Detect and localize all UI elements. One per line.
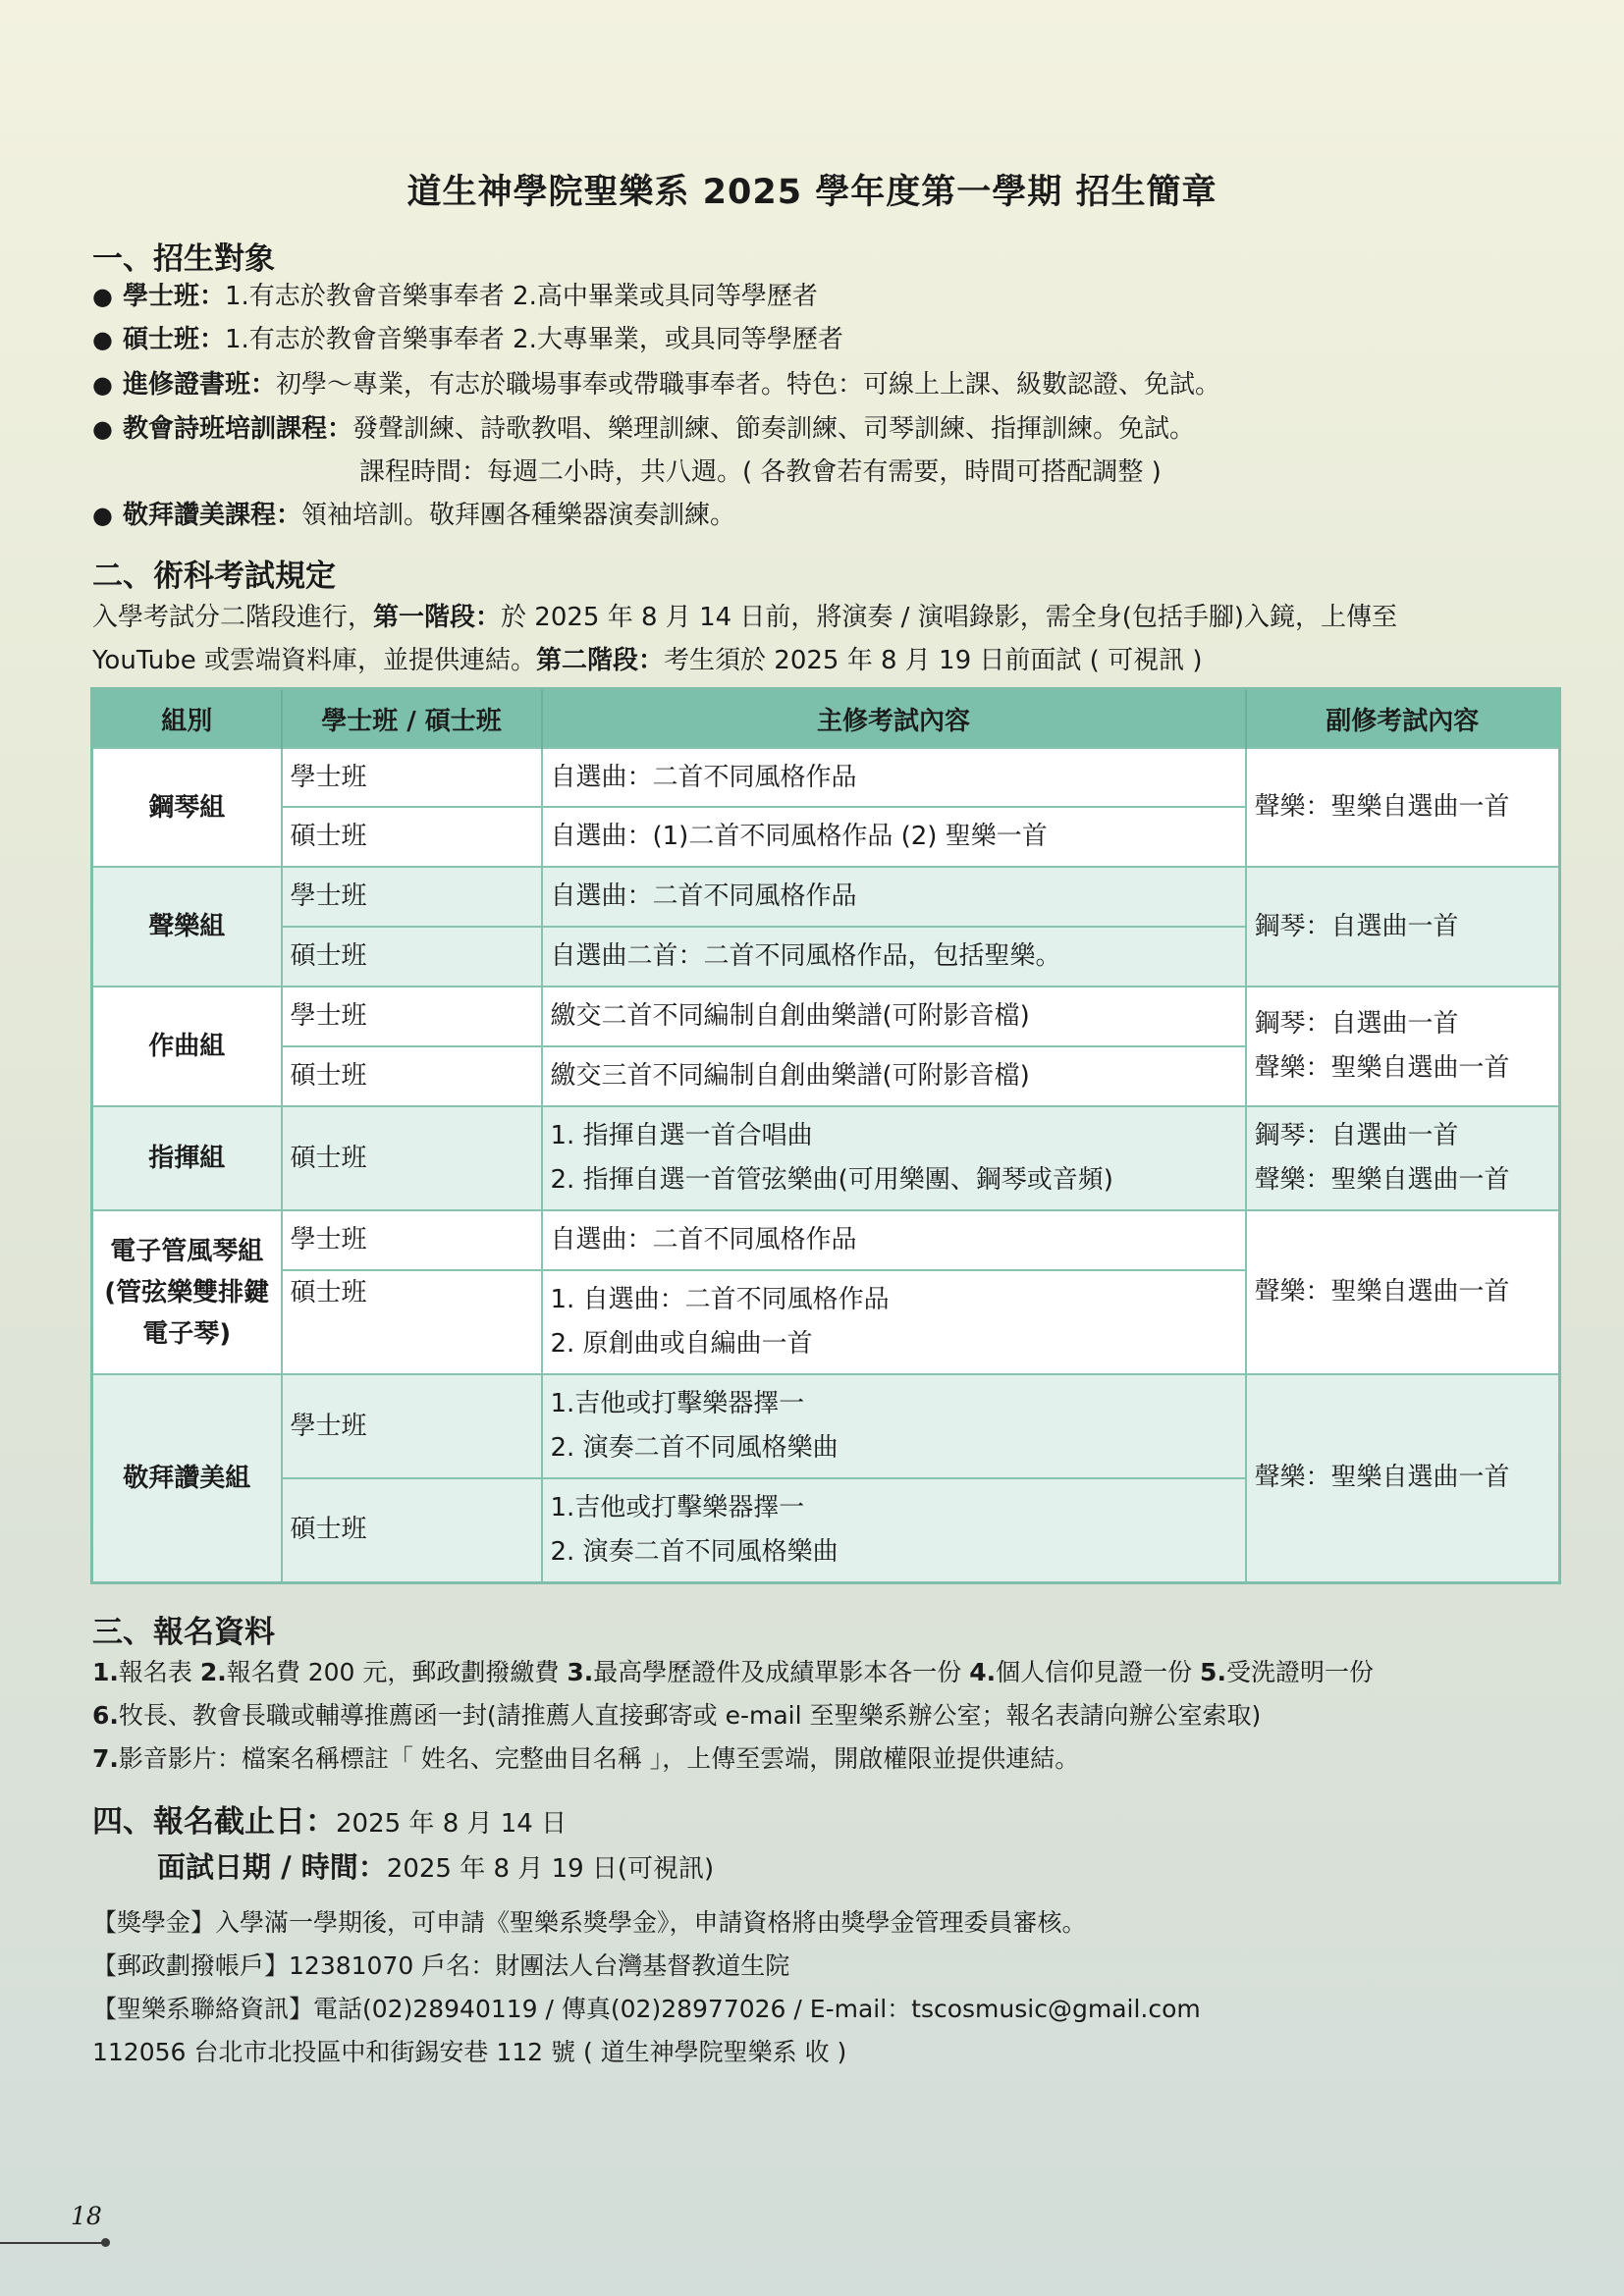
- section2-heading: 二、術科考試規定: [92, 559, 336, 594]
- level-cell: 碩士班: [282, 807, 542, 867]
- level-cell: 學士班: [282, 748, 542, 807]
- item-number: 6.: [92, 1701, 119, 1730]
- major-line: 2. 原創曲或自編曲一首: [550, 1329, 813, 1359]
- item-label: 教會詩班培訓課程：: [122, 414, 352, 444]
- item-number: 1.: [92, 1658, 119, 1686]
- group-cell: [92, 1210, 282, 1374]
- major-cell: [542, 1374, 1246, 1478]
- major-line: 1.吉他或打擊樂器擇一: [550, 1389, 805, 1418]
- major-line: 1.吉他或打擊樂器擇一: [550, 1492, 805, 1522]
- list-item: [92, 277, 818, 316]
- requirements-line-1: [92, 1653, 1374, 1692]
- column-header: 學士班 / 碩士班: [282, 689, 542, 749]
- item-text: 初學～專業，有志於職場事奉或帶職事奉者。特色：可線上上課、級數認證、免試。: [275, 370, 1220, 400]
- level-cell: 碩士班: [282, 1046, 542, 1106]
- group-line: 電子琴): [142, 1318, 232, 1349]
- minor-line: 聲樂：聖樂自選曲一首: [1254, 1165, 1510, 1195]
- bullet-icon: ●: [92, 415, 113, 443]
- table-row: [92, 1106, 1560, 1210]
- major-line: 2. 演奏二首不同風格樂曲: [550, 1536, 839, 1567]
- requirements-line-2: [92, 1696, 1261, 1735]
- minor-line: 鋼琴：自選曲一首: [1254, 1121, 1459, 1150]
- item-label: 碩士班：: [122, 325, 225, 354]
- item-number: 4.: [969, 1658, 997, 1686]
- footer-rule: [0, 2242, 104, 2244]
- item-text: 個人信仰見證一份: [996, 1658, 1201, 1686]
- major-cell: 自選曲：二首不同風格作品: [542, 748, 1246, 807]
- group-cell: 鋼琴組: [92, 748, 282, 867]
- rule-text: 考生須於 2025 年 8 月 19 日前面試 ( 可視訊 ): [664, 646, 1203, 675]
- item-text: 領袖培訓。敬拜團各種樂器演奏訓練。: [300, 501, 735, 530]
- level-cell: 學士班: [282, 987, 542, 1046]
- item-text: 報名費 200 元，郵政劃撥繳費: [226, 1658, 568, 1686]
- level-cell: 碩士班: [282, 1270, 542, 1374]
- minor-cell: 鋼琴：自選曲一首: [1246, 867, 1560, 987]
- page-title: 道生神學院聖樂系 2025 學年度第一學期 招生簡章: [406, 173, 1218, 212]
- group-line: (管弦樂雙排鍵: [104, 1277, 270, 1308]
- minor-line: 聲樂：聖樂自選曲一首: [1254, 1053, 1510, 1083]
- minor-line: 鋼琴：自選曲一首: [1254, 1009, 1459, 1039]
- table-row: [92, 987, 1560, 1046]
- minor-cell: 聲樂：聖樂自選曲一首: [1246, 1374, 1560, 1582]
- footer-dot-icon: [101, 2238, 110, 2247]
- table-row: [92, 1374, 1560, 1478]
- table-row: [92, 867, 1560, 927]
- rule-text: YouTube 或雲端資料庫，並提供連結。: [92, 646, 536, 675]
- item-text: 牧長、教會長職或輔導推薦函一封(請推薦人直接郵寄或 e-mail 至聖樂系辦公室；報名表請向辦公室索取): [118, 1701, 1262, 1730]
- major-cell: 繳交二首不同編制自創曲樂譜(可附影音檔): [542, 987, 1246, 1046]
- interview-line: [157, 1847, 714, 1889]
- major-cell: 自選曲：(1)二首不同風格作品 (2) 聖樂一首: [542, 807, 1246, 867]
- stage-label: 第二階段：: [536, 646, 665, 675]
- interview-label: 面試日期 / 時間：: [157, 1850, 387, 1884]
- note-tag: 【郵政劃撥帳戶】: [92, 1951, 290, 1980]
- section4-heading: 四、報名截止日：: [92, 1804, 336, 1840]
- item-text: 1.有志於教會音樂事奉者 2.高中畢業或具同等學歷者: [224, 282, 818, 311]
- item-text: 受洗證明一份: [1225, 1658, 1374, 1686]
- minor-cell: [1246, 1106, 1560, 1210]
- major-line: 2. 演奏二首不同風格樂曲: [550, 1433, 839, 1463]
- level-cell: 學士班: [282, 1210, 542, 1270]
- item-text: 1.有志於教會音樂事奉者 2.大專畢業，或具同等學歷者: [224, 325, 843, 354]
- major-cell: [542, 1106, 1246, 1210]
- group-cell: 作曲組: [92, 987, 282, 1106]
- column-header: 副修考試內容: [1246, 689, 1560, 749]
- level-cell: 碩士班: [282, 1478, 542, 1582]
- postal-account-note: [92, 1947, 789, 1986]
- major-cell: 自選曲二首：二首不同風格作品，包括聖樂。: [542, 927, 1246, 987]
- bullet-icon: ●: [92, 502, 113, 529]
- group-cell: 敬拜讚美組: [92, 1374, 282, 1582]
- list-item: [92, 409, 1195, 449]
- item-label: 進修證書班：: [122, 370, 276, 400]
- level-cell: 碩士班: [282, 1106, 542, 1210]
- major-line: 1. 指揮自選一首合唱曲: [550, 1121, 813, 1150]
- exam-rule-line-2: [92, 641, 1202, 680]
- note-text: 12381070 戶名：財團法人台灣基督教道生院: [289, 1951, 790, 1980]
- minor-cell: 聲樂：聖樂自選曲一首: [1246, 748, 1560, 867]
- requirements-line-3: [92, 1739, 1079, 1779]
- minor-cell: [1246, 987, 1560, 1106]
- level-cell: 碩士班: [282, 927, 542, 987]
- table-row: [92, 1210, 1560, 1270]
- minor-cell: 聲樂：聖樂自選曲一首: [1246, 1210, 1560, 1374]
- deadline-line: [92, 1802, 567, 1843]
- item-number: 5.: [1200, 1658, 1226, 1686]
- major-cell: [542, 1270, 1246, 1374]
- deadline-date: 2025 年 8 月 14 日: [336, 1809, 568, 1839]
- interview-date: 2025 年 8 月 19 日(可視訊): [386, 1854, 715, 1884]
- list-item: [92, 320, 843, 359]
- item-number: 3.: [567, 1658, 594, 1686]
- column-header: 主修考試內容: [542, 689, 1246, 749]
- list-item: [92, 365, 1220, 404]
- page-number: 18: [71, 2202, 102, 2230]
- list-item: [92, 496, 735, 535]
- stage-label: 第一階段：: [373, 603, 502, 632]
- table-header-row: [92, 689, 1560, 749]
- level-cell: 學士班: [282, 867, 542, 927]
- exam-rule-line-1: [92, 598, 1397, 637]
- major-cell: 繳交三首不同編制自創曲樂譜(可附影音檔): [542, 1046, 1246, 1106]
- section1-heading: 一、招生對象: [92, 241, 275, 277]
- note-text: 電話(02)28940119 / 傳真(02)28977026 / E-mail：tscosmusic@gmail.com: [313, 1995, 1201, 2023]
- scholarship-note: [92, 1903, 1087, 1943]
- major-line: 2. 指揮自選一首管弦樂曲(可用樂團、鋼琴或音頻): [550, 1165, 1113, 1195]
- course-time-text: 課程時間：每週二小時，共八週。( 各教會若有需要，時間可搭配調整 ): [359, 457, 1162, 487]
- item-text: 最高學歷證件及成績單影本各一份: [593, 1658, 970, 1686]
- major-line: 1. 自選曲：二首不同風格作品: [550, 1285, 890, 1314]
- note-text: 入學滿一學期後，可申請《聖樂系獎學金》，申請資格將由獎學金管理委員審核。: [215, 1908, 1087, 1937]
- group-line: 電子管風琴組: [110, 1236, 264, 1266]
- section3-heading: 三、報名資料: [92, 1615, 275, 1650]
- item-text: 報名表: [118, 1658, 200, 1686]
- major-cell: [542, 1478, 1246, 1582]
- note-tag: 【聖樂系聯絡資訊】: [92, 1995, 314, 2023]
- address-note: [92, 2033, 846, 2072]
- major-cell: 自選曲：二首不同風格作品: [542, 1210, 1246, 1270]
- note-tag: 【獎學金】: [92, 1908, 216, 1937]
- item-number: 7.: [92, 1744, 119, 1773]
- table-row: [92, 748, 1560, 807]
- item-number: 2.: [199, 1658, 227, 1686]
- item-text: 發聲訓練、詩歌教唱、樂理訓練、節奏訓練、司琴訓練、指揮訓練。免試。: [352, 414, 1195, 444]
- item-label: 學士班：: [122, 282, 225, 311]
- major-cell: 自選曲：二首不同風格作品: [542, 867, 1246, 927]
- contact-note: [92, 1990, 1201, 2029]
- bullet-icon: ●: [92, 326, 113, 353]
- rule-text: 於 2025 年 8 月 14 日前，將演奏 / 演唱錄影，需全身(包括手腳)入鏡，上傳至: [501, 603, 1397, 632]
- exam-table: [90, 687, 1561, 1584]
- note-text: 112056 台北市北投區中和街錫安巷 112 號 ( 道生神學院聖樂系 收 ): [92, 2038, 847, 2066]
- bullet-icon: ●: [92, 371, 113, 399]
- item-text: 影音影片：檔案名稱標註「 姓名、完整曲目名稱 」，上傳至雲端，開啟權限並提供連結。: [118, 1744, 1080, 1773]
- group-cell: 聲樂組: [92, 867, 282, 987]
- item-label: 敬拜讚美課程：: [122, 501, 301, 530]
- column-header: 組別: [92, 689, 282, 749]
- level-cell: 學士班: [282, 1374, 542, 1478]
- bullet-icon: ●: [92, 283, 113, 310]
- group-cell: 指揮組: [92, 1106, 282, 1210]
- rule-text: 入學考試分二階段進行，: [92, 603, 374, 632]
